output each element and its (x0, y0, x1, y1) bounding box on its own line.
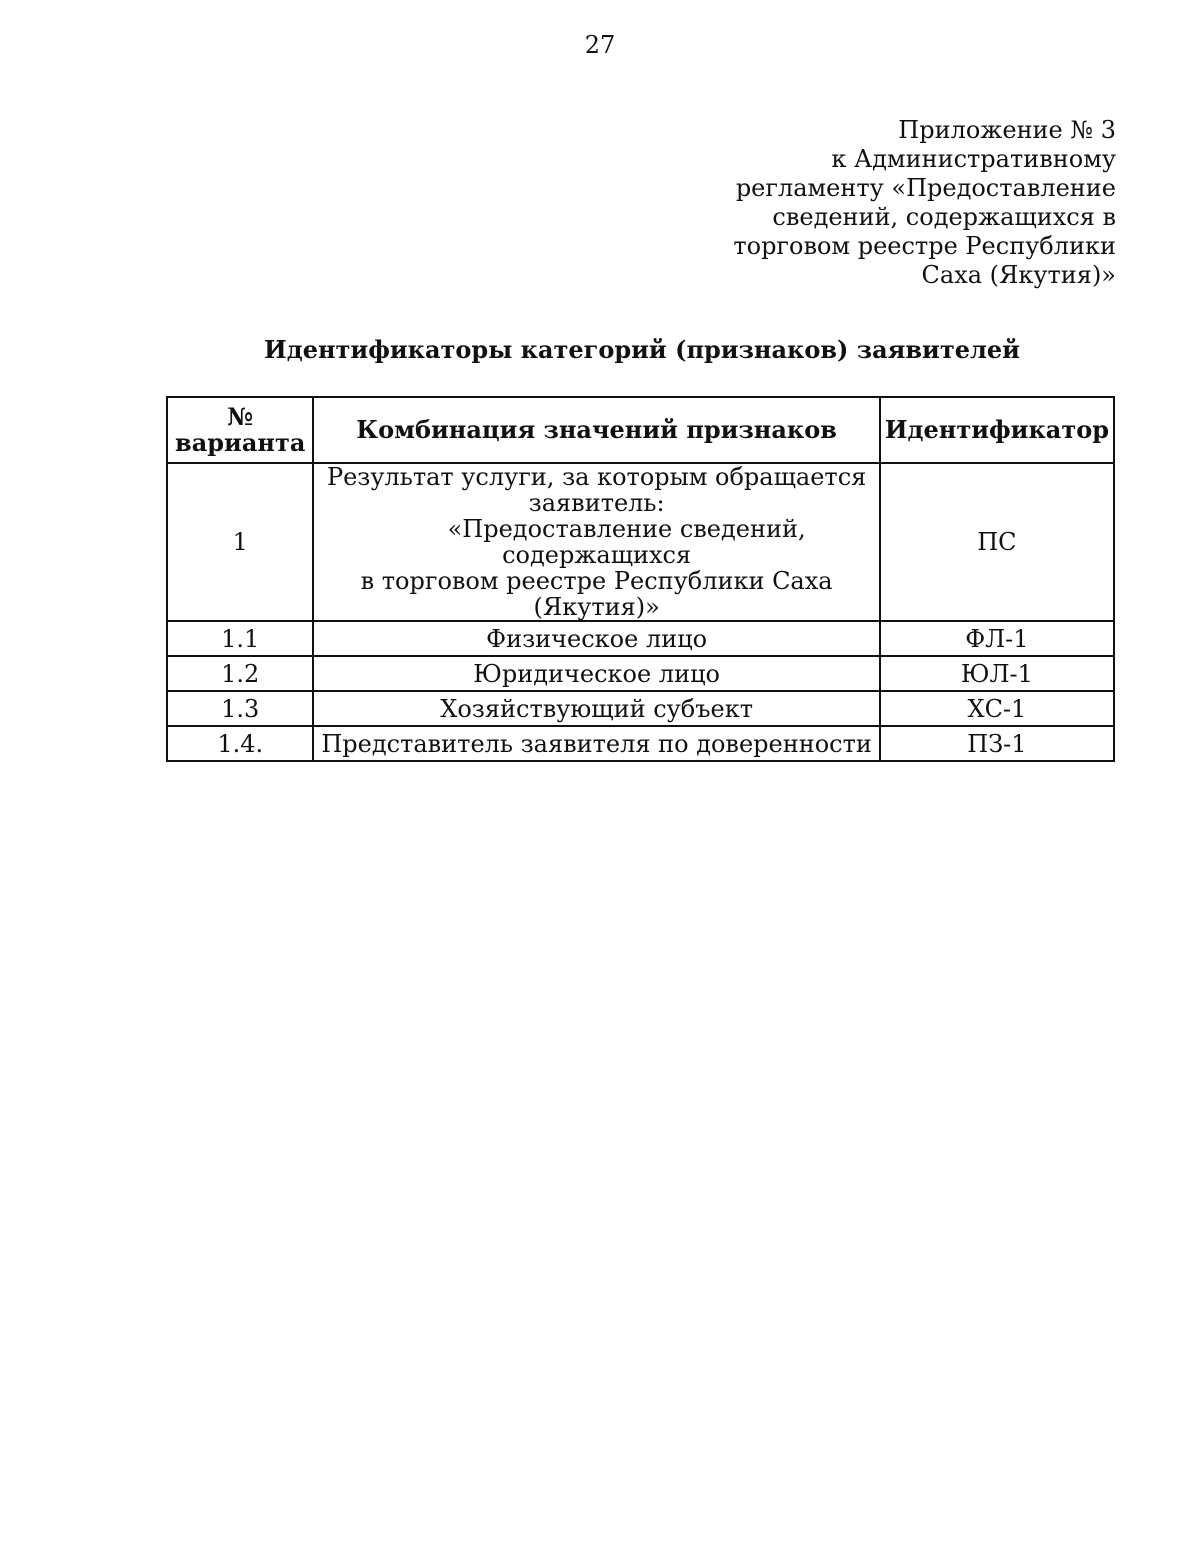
appendix-line: к Административному (831, 145, 1116, 173)
cell-variant-number: 1.3 (167, 691, 313, 726)
cell-identifier: ПС (880, 463, 1114, 621)
table-header-row (167, 397, 1114, 463)
table-row (167, 726, 1114, 761)
table-row (167, 656, 1114, 691)
appendix-line: сведений, содержащихся в (772, 203, 1116, 231)
identifiers-table (166, 396, 1115, 762)
cell-identifier: ХС-1 (880, 691, 1114, 726)
appendix-line: торговом реестре Республики (733, 232, 1116, 260)
cell-variant-number: 1.2 (167, 656, 313, 691)
cell-combination (313, 463, 879, 621)
cell-identifier: ЮЛ-1 (880, 656, 1114, 691)
cell-combination: Физическое лицо (313, 621, 879, 656)
cell-combination: Представитель заявителя по доверенности (313, 726, 879, 761)
header-text: варианта (175, 428, 306, 457)
header-combination: Комбинация значений признаков (313, 397, 879, 463)
cell-variant-number: 1.1 (167, 621, 313, 656)
cell-combination: Юридическое лицо (313, 656, 879, 691)
cell-combination: Хозяйствующий субъект (313, 691, 879, 726)
document-title: Идентификаторы категорий (признаков) заявителей (264, 335, 1020, 364)
header-variant-number (167, 397, 313, 463)
appendix-line: Приложение № 3 (898, 116, 1116, 144)
cell-text: «Предоставление сведений, содержащихся (447, 515, 806, 569)
table-row (167, 621, 1114, 656)
cell-text: Результат услуги, за которым обращается (326, 463, 867, 491)
cell-text: в торговом реестре Республики Саха (Якутия)» (360, 567, 833, 621)
cell-text: заявитель: (528, 489, 665, 517)
cell-variant-number: 1 (167, 463, 313, 621)
cell-identifier: ПЗ-1 (880, 726, 1114, 761)
cell-identifier: ФЛ-1 (880, 621, 1114, 656)
table-row (167, 463, 1114, 621)
header-text: № (227, 402, 254, 431)
table-row (167, 691, 1114, 726)
page-number: 27 (584, 31, 616, 59)
appendix-header (696, 116, 1116, 290)
header-identifier: Идентификатор (880, 397, 1114, 463)
cell-variant-number: 1.4. (167, 726, 313, 761)
appendix-line: Саха (Якутия)» (921, 261, 1116, 289)
appendix-line: регламенту «Предоставление (735, 174, 1116, 202)
